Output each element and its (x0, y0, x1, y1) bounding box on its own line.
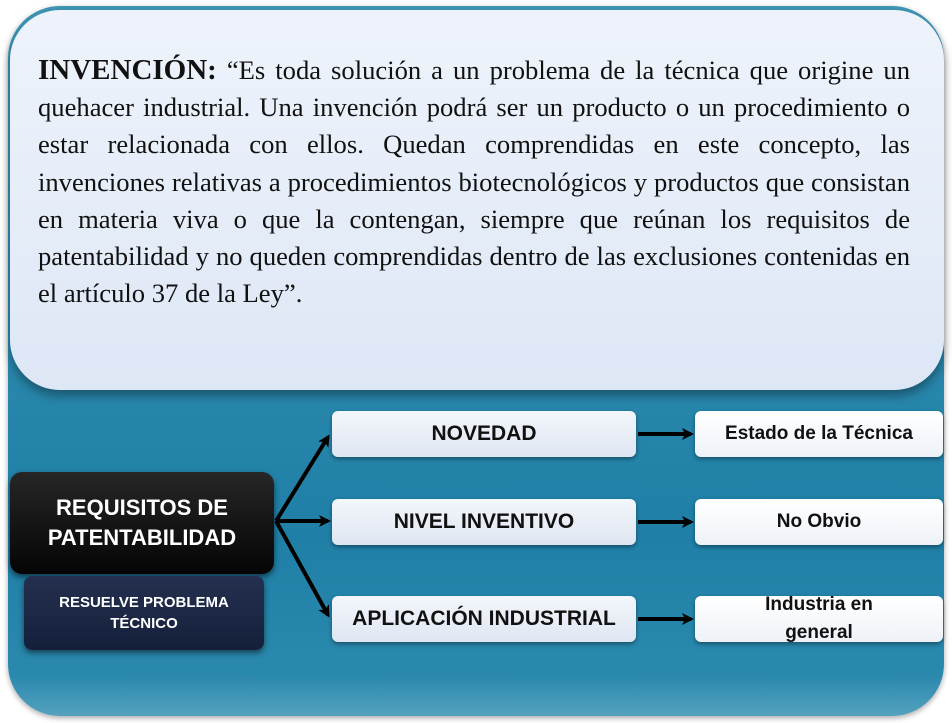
requirement-aplicacion-industrial (332, 596, 636, 642)
definition-text (38, 52, 910, 312)
result-no-obvio-label: No Obvio (776, 511, 862, 532)
result-estado-tecnica (695, 411, 943, 457)
result-industria-general (695, 596, 943, 642)
result-estado-tecnica-label: Estado de la Técnica (725, 423, 913, 444)
panel-shine (8, 676, 944, 716)
definition-term: INVENCIÓN: (38, 54, 217, 86)
resuelve-problema-box (24, 576, 264, 650)
definition-body: “Es toda solución a un problema de la técnica que origine un quehacer industrial. Una invención podrá ser un producto o un procedimiento o estar relacionada con ellos. Quedan comprendidas en este concepto, las invenciones relativas a procedimientos biotecnológicos y productos que consistan en materia viva o que la contengan, siempre que reúnan los requisitos de patentabilidad y no queden comprendidas dentro de las exclusiones contenidas en el artículo 37 de la Ley”. (38, 55, 910, 309)
requisitos-patentabilidad-box (10, 472, 274, 574)
requirement-nivel-inventivo (332, 499, 636, 545)
requirement-nivel-inventivo-label: NIVEL INVENTIVO (393, 510, 575, 533)
result-industria-general-label: Industria en general (765, 594, 873, 643)
requirement-novedad (332, 411, 636, 457)
requisitos-patentabilidad-label: REQUISITOS DE PATENTABILIDAD (47, 495, 237, 550)
requirement-novedad-label: NOVEDAD (431, 422, 537, 445)
resuelve-problema-label: RESUELVE PROBLEMA TÉCNICO (59, 594, 229, 632)
requirement-aplicacion-industrial-label: APLICACIÓN INDUSTRIAL (352, 607, 616, 630)
result-no-obvio (695, 499, 943, 545)
